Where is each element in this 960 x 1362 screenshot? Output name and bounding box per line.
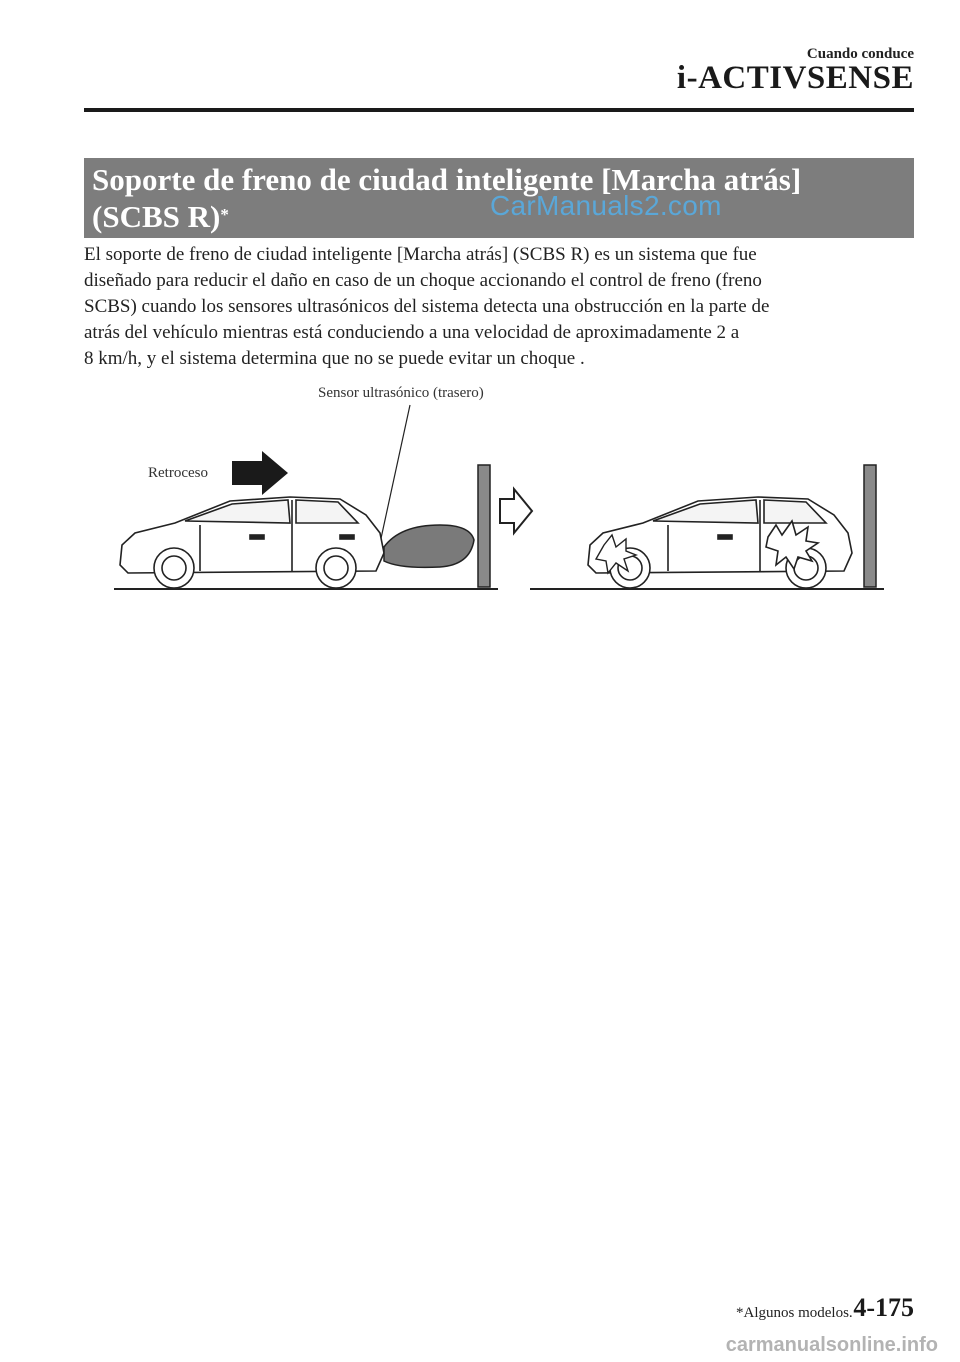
availability-asterisk: * [220,205,229,224]
reverse-arrow-icon [232,451,288,495]
reverse-label: Retroceso [148,465,208,481]
obstruction-wall-icon-right [864,465,876,587]
page-number: 4-175 [853,1293,914,1322]
sensor-leader-line [380,405,410,543]
footnote: *Algunos modelos. [736,1305,853,1321]
next-step-arrow-icon [500,489,532,533]
chapter-title: i-ACTIVSENSE [676,60,914,96]
sensor-label: Sensor ultrasónico (trasero) [318,385,484,401]
body-line: atrás del vehículo mientras está conduciendo a una velocidad de aproximadamente 2 a [84,322,740,343]
watermark-carmanuals2: CarManuals2.com [490,190,722,221]
body-line: 8 km/h, y el sistema determina que no se puede evitar un choque . [84,348,585,369]
body-line: SCBS) cuando los sensores ultrasónicos del sistema detecta una obstrucción en la parte de [84,296,770,317]
section-header: Cuando conduce [806,46,914,62]
site-watermark: carmanualsonline.info [725,1334,938,1356]
obstruction-wall-icon [478,465,490,587]
scbs-r-illustration [0,375,960,605]
body-line: El soporte de freno de ciudad inteligente [Marcha atrás] (SCBS R) es un sistema que fue [84,244,757,265]
header-divider [84,108,914,112]
body-line: diseñado para reducir el daño en caso de un choque accionando el control de freno (freno [84,270,762,291]
section-title-line1: Soporte de freno de ciudad inteligente [Marcha atrás] [92,162,802,197]
description-paragraph [84,242,914,372]
sensor-detection-zone [384,525,474,567]
section-title-line2: (SCBS R) [92,199,221,234]
car-reversing-icon [120,497,384,588]
